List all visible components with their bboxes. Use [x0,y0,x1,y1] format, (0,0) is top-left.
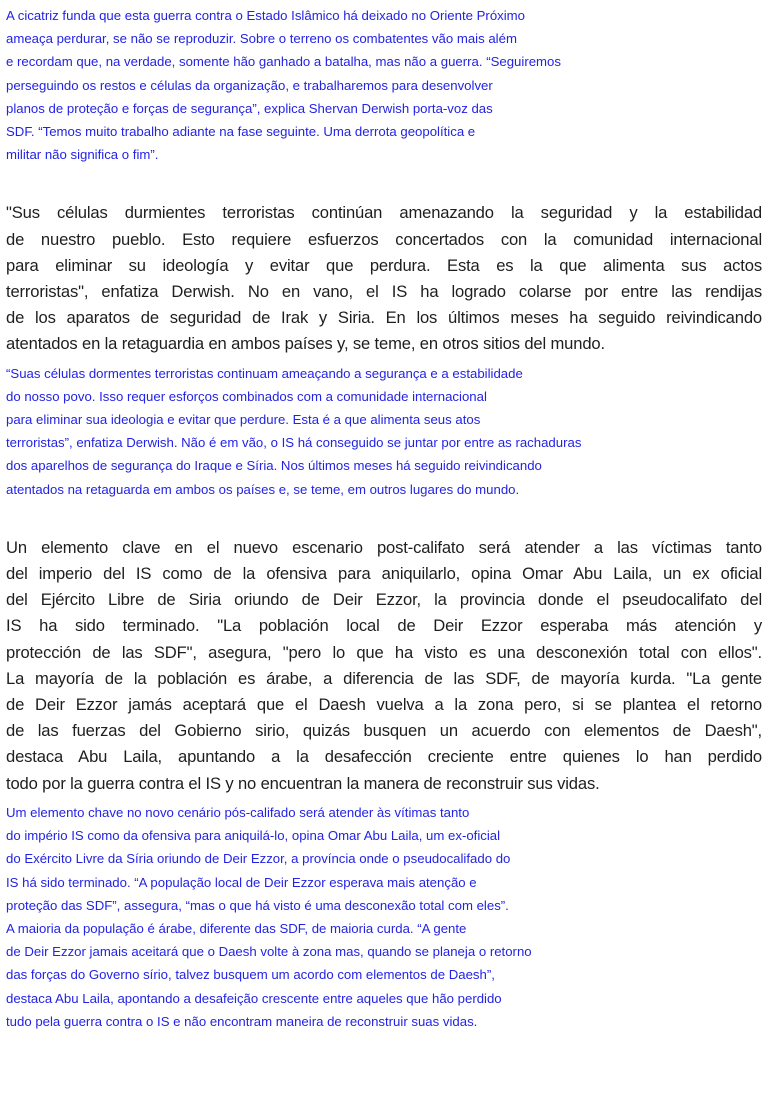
paragraph-pt-1 [6,4,762,166]
text-line: de las fuerzas del Gobierno sirio, quizás busquen un acuerdo con elementos de Daesh", [6,721,762,741]
text-line: IS ha sido terminado. "La población local de Deir Ezzor esperaba más atención y [6,616,762,636]
text-line: destaca Abu Laila, apontando a desafeição crescente entre aqueles que hão perdido [6,990,502,1006]
text-line: IS há sido terminado. “A população local de Deir Ezzor esperava mais atenção e [6,874,477,890]
text-line: del imperio del IS como de la ofensiva para aniquilarlo, opina Omar Abu Laila, un ex oficial [6,564,762,584]
text-line: “Suas células dormentes terroristas continuam ameaçando a segurança e a estabilidade [6,365,523,381]
text-line: proteção das SDF”, assegura, “mas o que há visto é uma desconexão total com eles”. [6,897,509,913]
text-line: atentados na retaguarda em ambos os países e, se teme, em outros lugares do mundo. [6,481,520,497]
paragraph-pt-2 [6,362,762,501]
text-line: Un elemento clave en el nuevo escenario post-califato será atender a las víctimas tanto [6,537,762,557]
paragraph-spacer [6,166,762,200]
text-line: A cicatriz funda que esta guerra contra o Estado Islâmico há deixado no Oriente Próximo [6,8,525,23]
text-line: SDF. “Temos muito trabalho adiante na fase seguinte. Uma derrota geopolítica e [6,124,476,140]
text-line: e recordam que, na verdade, somente hão ganhado a batalha, mas não a guerra. “Seguiremos [6,54,561,70]
text-line: para eliminar su ideología y evitar que perdura. Esta es la que alimenta sus actos [6,255,762,275]
text-line: do Exército Livre da Síria oriundo de Deir Ezzor, a província onde o pseudocalifado do [6,851,511,867]
document-body [6,4,762,1033]
paragraph-es-1 [6,200,762,357]
text-line: para eliminar sua ideologia e evitar que perdure. Esta é a que alimenta seus atos [6,412,481,428]
text-line: destaca Abu Laila, apuntando a la desafección creciente entre quienes lo han perdido [6,747,762,767]
text-line: atentados en la retaguardia en ambos países y, se teme, en otros sitios del mundo. [6,334,605,354]
paragraph-pt-3 [6,801,762,1033]
text-line: terroristas", enfatiza Derwish. No en vano, el IS ha logrado colarse por entre las rendijas [6,282,762,302]
text-line: planos de proteção e forças de segurança”, explica Shervan Derwish porta-voz das [6,100,493,116]
text-line: dos aparelhos de segurança do Iraque e Síria. Nos últimos meses há seguido reivindicando [6,458,542,474]
paragraph-spacer [6,501,762,535]
paragraph-es-2 [6,535,762,797]
text-line: do império IS como da ofensiva para aniquilá-lo, opina Omar Abu Laila, um ex-oficial [6,828,501,844]
text-line: das forças do Governo sírio, talvez busquem um acordo com elementos de Daesh”, [6,967,495,983]
text-line: terroristas”, enfatiza Derwish. Não é em vão, o IS há conseguido se juntar por entre as rachaduras [6,435,582,451]
text-line: de Deir Ezzor jamais aceitará que o Daesh volte à zona mas, quando se planeja o retorno [6,944,532,960]
text-line: de nuestro pueblo. Esto requiere esfuerzos concertados con la comunidad internacional [6,229,762,249]
text-line: protección de las SDF", asegura, "pero lo que ha visto es una desconexión total con ellos". [6,642,762,662]
text-line: La mayoría de la población es árabe, a diferencia de las SDF, de mayoría kurda. "La gente [6,668,762,688]
text-line: do nosso povo. Isso requer esforços combinados com a comunidade internacional [6,388,487,404]
text-line: militar não significa o fim”. [6,147,159,163]
text-line: perseguindo os restos e células da organização, e trabalharemos para desenvolver [6,77,493,93]
text-line: todo por la guerra contra el IS y no encuentran la manera de reconstruir sus vidas. [6,773,600,793]
text-line: Um elemento chave no novo cenário pós-califado será atender às vítimas tanto [6,804,470,820]
text-line: "Sus células durmientes terroristas continúan amenazando la seguridad y la estabilidad [6,203,762,223]
text-line: tudo pela guerra contra o IS e não encontram maneira de reconstruir suas vidas. [6,1013,478,1029]
text-line: A maioria da população é árabe, diferente das SDF, de maioria curda. “A gente [6,920,467,936]
text-line: ameaça perdurar, se não se reproduzir. Sobre o terreno os combatentes vão mais além [6,31,517,47]
text-line: del Ejército Libre de Siria oriundo de Deir Ezzor, la provincia donde el pseudocalifato del [6,590,762,610]
text-line: de los aparatos de seguridad de Irak y Siria. En los últimos meses ha seguido reivindicando [6,308,762,328]
text-line: de Deir Ezzor jamás aceptará que el Daesh vuelva a la zona pero, si se plantea el retorno [6,695,762,715]
